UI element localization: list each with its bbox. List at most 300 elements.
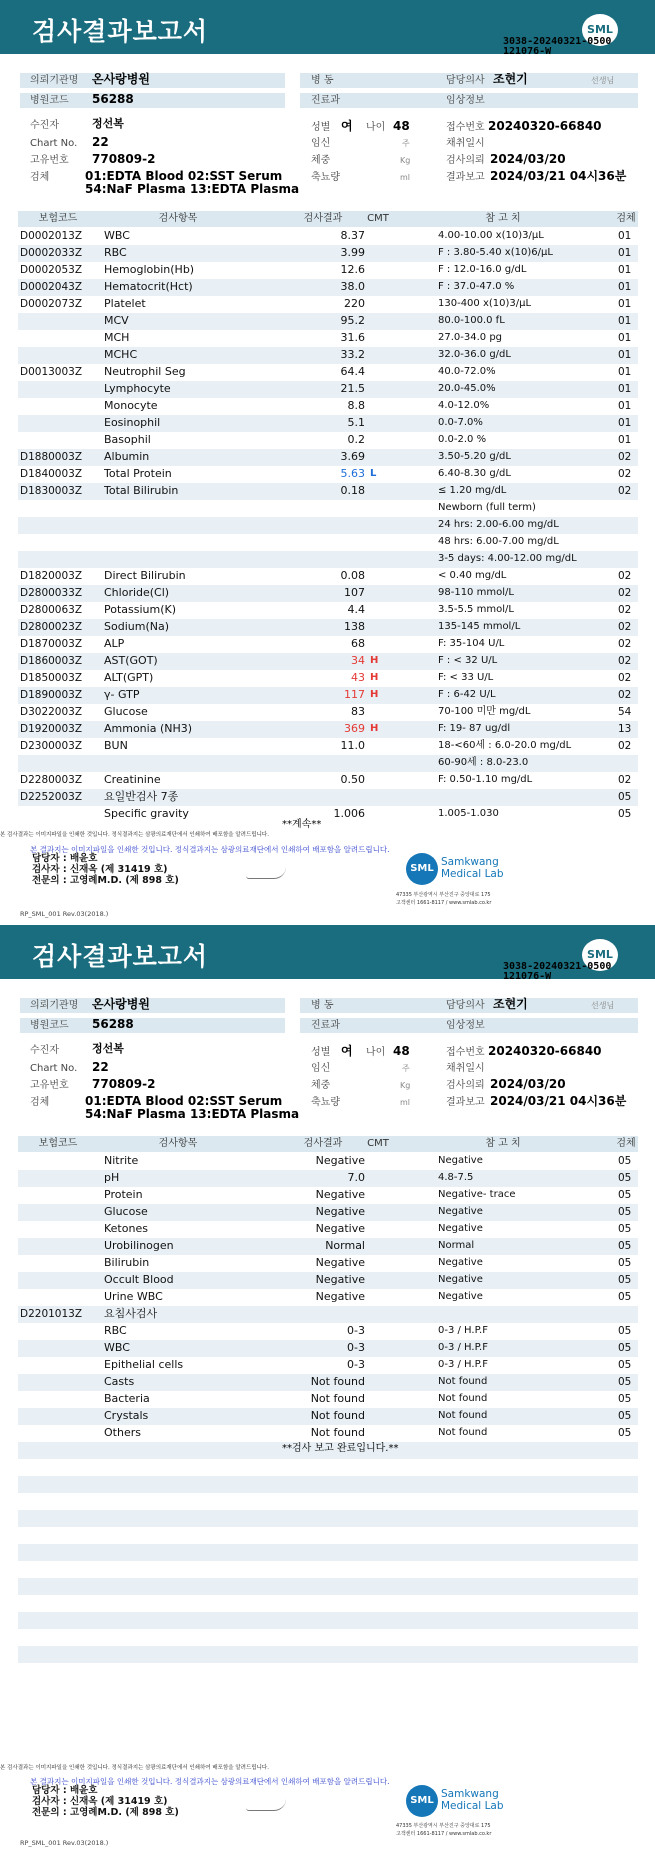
report-title: 검사결과보고서 bbox=[32, 17, 209, 46]
test-result: 0-3 bbox=[347, 1341, 365, 1354]
test-result: 12.6 bbox=[340, 263, 365, 276]
insurance-code: D1870003Z bbox=[20, 638, 83, 650]
specimen-code: 01 bbox=[618, 434, 632, 446]
test-name: Lymphocyte bbox=[104, 382, 171, 395]
reference-range: 0-3 / H.P.F bbox=[438, 1325, 488, 1336]
test-name: Creatinine bbox=[104, 773, 161, 786]
hospital-code-label: 병원코드 bbox=[30, 95, 69, 106]
test-result: Not found bbox=[310, 1392, 365, 1405]
specimen-code: 01 bbox=[618, 417, 632, 429]
test-name: Neutrophil Seg bbox=[104, 365, 186, 378]
table-row bbox=[18, 279, 638, 296]
sex-value: 여 bbox=[341, 119, 353, 133]
test-result: 0.2 bbox=[347, 433, 365, 446]
clinical-label: 임상정보 bbox=[446, 1020, 485, 1031]
table-row bbox=[18, 1238, 638, 1255]
reference-range: Negative bbox=[438, 1291, 483, 1302]
sex-value: 여 bbox=[341, 1044, 353, 1058]
id-label: 고유번호 bbox=[30, 1080, 69, 1091]
table-row bbox=[18, 1527, 638, 1544]
table-row bbox=[18, 1289, 638, 1306]
test-result: 369 bbox=[344, 722, 365, 735]
test-name: 요일반검사 7종 bbox=[104, 790, 179, 803]
form-code: RP_SML_001 Rev.03(2018.) bbox=[20, 910, 109, 918]
reference-range: F : 37.0-47.0 % bbox=[438, 281, 515, 292]
sml-logo-icon: SML bbox=[582, 14, 618, 46]
hospital-code-value: 56288 bbox=[92, 92, 134, 106]
insurance-code: D2201013Z bbox=[20, 1308, 83, 1320]
table-row bbox=[18, 1663, 638, 1680]
table-row bbox=[18, 449, 638, 466]
test-name: RBC bbox=[104, 1324, 127, 1337]
table-row bbox=[18, 1629, 638, 1646]
test-name: MCV bbox=[104, 314, 129, 327]
patient-label: 수진자 bbox=[30, 1045, 59, 1056]
reference-range: 0-3 / H.P.F bbox=[438, 1359, 488, 1370]
reference-range: F: 35-104 U/L bbox=[438, 638, 505, 649]
table-row bbox=[18, 517, 638, 534]
specimen-code: 05 bbox=[618, 808, 632, 820]
lab-phone: 고객센터 1661-8117 / www.smlab.co.kr bbox=[396, 900, 492, 906]
table-row bbox=[18, 500, 638, 517]
image-print-note: 본 결과지는 이미지파일을 인쇄한 것입니다. 정식결과지는 삼광의료재단에서 인쇄하여 배포함을 알려드립니다. bbox=[30, 845, 390, 854]
receipt-value: 20240320-66840 bbox=[488, 119, 602, 133]
specimen-label: 검체 bbox=[30, 172, 50, 183]
image-print-note: 본 결과지는 이미지파일을 인쇄한 것입니다. 정식결과지는 삼광의료재단에서 인쇄하여 배포함을 알려드립니다. bbox=[30, 1777, 390, 1786]
specimen-code: 05 bbox=[618, 1189, 632, 1201]
test-name: Glucose bbox=[104, 1205, 148, 1218]
patient-label: 수진자 bbox=[30, 120, 59, 131]
col-name: 검사항목 bbox=[158, 1138, 198, 1149]
test-result: 31.6 bbox=[340, 331, 365, 344]
hospital-code-value: 56288 bbox=[92, 1017, 134, 1031]
reference-range: 98-110 mmol/L bbox=[438, 587, 514, 598]
reference-range: 6.40-8.30 g/dL bbox=[438, 468, 511, 479]
test-result: 43 bbox=[351, 671, 365, 684]
institution-label: 의뢰기관명 bbox=[30, 1000, 79, 1011]
collect-label: 채취일시 bbox=[446, 138, 485, 149]
reference-range: F: 0.50-1.10 mg/dL bbox=[438, 774, 533, 785]
pregnancy-label: 임신 bbox=[311, 138, 331, 149]
specimen-code: 05 bbox=[618, 1240, 632, 1252]
test-result: Negative bbox=[315, 1154, 365, 1167]
insurance-code: D0013003Z bbox=[20, 366, 83, 378]
test-result: Not found bbox=[310, 1426, 365, 1439]
results-table-header bbox=[18, 1136, 638, 1152]
reference-range: 0.0-7.0% bbox=[438, 417, 483, 428]
results-table-header bbox=[18, 211, 638, 227]
table-row bbox=[18, 1476, 638, 1493]
table-row bbox=[18, 534, 638, 551]
test-name: γ- GTP bbox=[104, 688, 140, 701]
insurance-code: D0002013Z bbox=[20, 230, 83, 242]
doctor-suffix: 선생님 bbox=[591, 1001, 615, 1010]
test-name: pH bbox=[104, 1171, 120, 1184]
table-row bbox=[18, 1340, 638, 1357]
test-result: Negative bbox=[315, 1205, 365, 1218]
reference-range: 80.0-100.0 fL bbox=[438, 315, 505, 326]
reference-range: Negative bbox=[438, 1223, 483, 1234]
reference-range: F: 19- 87 ug/dl bbox=[438, 723, 511, 734]
specimen-code: 05 bbox=[618, 1393, 632, 1405]
test-result: 4.4 bbox=[347, 603, 365, 616]
test-name: WBC bbox=[104, 229, 130, 242]
col-spec: 검체 bbox=[616, 213, 636, 224]
test-name: Hemoglobin(Hb) bbox=[104, 263, 195, 276]
specialist-line: 전문의 : 고영례M.D. (제 898 호) bbox=[32, 875, 179, 886]
specimen-code: 01 bbox=[618, 230, 632, 242]
id-value: 770809-2 bbox=[92, 1077, 156, 1091]
table-row bbox=[18, 602, 638, 619]
test-name: Urine WBC bbox=[104, 1290, 163, 1303]
clinical-label: 임상정보 bbox=[446, 95, 485, 106]
table-row bbox=[18, 1204, 638, 1221]
specimen-code: 02 bbox=[618, 621, 632, 633]
reference-range: 18-<60세 : 6.0-20.0 mg/dL bbox=[438, 740, 572, 751]
doctor-value: 조현기 bbox=[493, 997, 528, 1011]
table-row bbox=[18, 1510, 638, 1527]
signature-icon bbox=[246, 867, 286, 879]
sml-logo-icon: SML bbox=[582, 939, 618, 971]
doctor-suffix: 선생님 bbox=[591, 76, 615, 85]
specimen-code: 05 bbox=[618, 1291, 632, 1303]
table-row bbox=[18, 1646, 638, 1663]
test-result: Not found bbox=[310, 1409, 365, 1422]
test-name: MCH bbox=[104, 331, 130, 344]
weight-label: 체중 bbox=[311, 155, 331, 166]
ward-label: 병 동 bbox=[311, 1000, 334, 1011]
reference-range: 0.0-2.0 % bbox=[438, 434, 487, 445]
table-row bbox=[18, 466, 638, 483]
collect-label: 채취일시 bbox=[446, 1063, 485, 1074]
col-result: 검사결과 bbox=[303, 213, 343, 224]
table-row bbox=[18, 687, 638, 704]
test-name: Sodium(Na) bbox=[104, 620, 169, 633]
insurance-code: D1820003Z bbox=[20, 570, 83, 582]
specimen-code: 02 bbox=[618, 485, 632, 497]
test-name: AST(GOT) bbox=[104, 654, 158, 667]
insurance-code: D1860003Z bbox=[20, 655, 83, 667]
doctor-label: 담당의사 bbox=[446, 75, 485, 86]
sex-label: 성별 bbox=[311, 122, 331, 133]
sex-label: 성별 bbox=[311, 1047, 331, 1058]
table-row bbox=[18, 1221, 638, 1238]
reference-range: F : 12.0-16.0 g/dL bbox=[438, 264, 527, 275]
test-result: 8.8 bbox=[347, 399, 365, 412]
table-row bbox=[18, 1357, 638, 1374]
samkwang-logo-icon: SML bbox=[406, 1785, 438, 1817]
institution-value: 온사랑병원 bbox=[92, 997, 150, 1011]
test-result: Normal bbox=[325, 1239, 365, 1252]
table-row bbox=[18, 330, 638, 347]
specimen-code: 02 bbox=[618, 570, 632, 582]
table-row bbox=[18, 483, 638, 500]
doctor-label: 담당의사 bbox=[446, 1000, 485, 1011]
test-result: 8.37 bbox=[340, 229, 365, 242]
specimen-code: 01 bbox=[618, 281, 632, 293]
age-value: 48 bbox=[393, 119, 410, 133]
specimen-value-2: 54:NaF Plasma 13:EDTA Plasma bbox=[85, 182, 300, 196]
table-row bbox=[18, 1578, 638, 1595]
reference-range: 70-100 미만 mg/dL bbox=[438, 706, 531, 717]
reference-range: 130-400 x(10)3/μL bbox=[438, 298, 532, 309]
test-result: 68 bbox=[351, 637, 365, 650]
test-name: Others bbox=[104, 1426, 141, 1439]
urine-unit: ml bbox=[400, 1098, 411, 1107]
table-row bbox=[18, 806, 638, 823]
tester-line: 검사자 : 신재옥 (제 31419 호) bbox=[32, 1796, 168, 1807]
weight-unit: Kg bbox=[400, 156, 411, 165]
specimen-code: 05 bbox=[618, 1342, 632, 1354]
table-row bbox=[18, 738, 638, 755]
table-row bbox=[18, 245, 638, 262]
specimen-code: 02 bbox=[618, 689, 632, 701]
col-code: 보험코드 bbox=[38, 1138, 78, 1149]
table-row bbox=[18, 262, 638, 279]
specimen-code: 01 bbox=[618, 315, 632, 327]
specimen-code: 01 bbox=[618, 298, 632, 310]
reference-range: < 0.40 mg/dL bbox=[438, 570, 507, 581]
table-row bbox=[18, 296, 638, 313]
test-name: RBC bbox=[104, 246, 127, 259]
test-name: Casts bbox=[104, 1375, 135, 1388]
table-row bbox=[18, 1306, 638, 1323]
insurance-code: D1920003Z bbox=[20, 723, 83, 735]
test-name: Bilirubin bbox=[104, 1256, 150, 1269]
lab-phone: 고객센터 1661-8117 / www.smlab.co.kr bbox=[396, 1831, 492, 1837]
test-name: Specific gravity bbox=[104, 807, 189, 820]
test-result: 0.08 bbox=[340, 569, 365, 582]
urine-unit: ml bbox=[400, 173, 411, 182]
reference-range: F : 6-42 U/L bbox=[438, 689, 496, 700]
pregnancy-unit: 주 bbox=[402, 139, 410, 148]
reference-range: Negative bbox=[438, 1274, 483, 1285]
specimen-code: 05 bbox=[618, 1325, 632, 1337]
reference-range: 4.8-7.5 bbox=[438, 1172, 474, 1183]
specimen-code: 13 bbox=[618, 723, 632, 735]
test-result: 0-3 bbox=[347, 1324, 365, 1337]
table-row bbox=[18, 415, 638, 432]
test-result: 64.4 bbox=[340, 365, 365, 378]
test-result: 3.99 bbox=[340, 246, 365, 259]
manager-line: 담당자 : 배윤호 bbox=[32, 853, 98, 864]
test-name: Ammonia (NH3) bbox=[104, 722, 193, 735]
test-result: 33.2 bbox=[340, 348, 365, 361]
table-row bbox=[18, 1391, 638, 1408]
test-result: Negative bbox=[315, 1188, 365, 1201]
table-row bbox=[18, 585, 638, 602]
pregnancy-unit: 주 bbox=[402, 1064, 410, 1073]
patient-value: 정선복 bbox=[92, 1042, 124, 1055]
test-name: Total Bilirubin bbox=[104, 484, 179, 497]
continued-note: **계속** bbox=[282, 819, 322, 830]
specialist-line: 전문의 : 고영례M.D. (제 898 호) bbox=[32, 1807, 179, 1818]
insurance-code: D2800033Z bbox=[20, 587, 83, 599]
test-result: 83 bbox=[351, 705, 365, 718]
reference-range: 32.0-36.0 g/dL bbox=[438, 349, 511, 360]
reference-range: 4.0-12.0% bbox=[438, 400, 490, 411]
test-result: Negative bbox=[315, 1222, 365, 1235]
reference-range: Not found bbox=[438, 1376, 488, 1387]
table-row bbox=[18, 1187, 638, 1204]
specimen-value-1: 01:EDTA Blood 02:SST Serum bbox=[85, 1094, 283, 1108]
lab-address: 47335 부산광역시 부산진구 중앙대로 175 bbox=[396, 892, 491, 898]
reference-range: Newborn (full term) bbox=[438, 502, 536, 513]
table-row bbox=[18, 1561, 638, 1578]
institution-label: 의뢰기관명 bbox=[30, 75, 79, 86]
test-result: 220 bbox=[344, 297, 365, 310]
insurance-code: D1850003Z bbox=[20, 672, 83, 684]
specimen-code: 02 bbox=[618, 672, 632, 684]
table-row bbox=[18, 1323, 638, 1340]
urine-label: 축뇨량 bbox=[311, 172, 340, 183]
specimen-code: 02 bbox=[618, 774, 632, 786]
test-name: MCHC bbox=[104, 348, 138, 361]
col-code: 보험코드 bbox=[38, 213, 78, 224]
reference-range: Not found bbox=[438, 1410, 488, 1421]
reference-range: Normal bbox=[438, 1240, 475, 1251]
test-result: 117 bbox=[344, 688, 365, 701]
table-row bbox=[18, 1544, 638, 1561]
test-result: Negative bbox=[315, 1273, 365, 1286]
pregnancy-label: 임신 bbox=[311, 1063, 331, 1074]
request-value: 2024/03/20 bbox=[490, 1077, 566, 1091]
test-name: Bacteria bbox=[104, 1392, 150, 1405]
result-flag: H bbox=[370, 723, 379, 734]
patient-header bbox=[0, 985, 655, 1125]
reference-range: 1.005-1.030 bbox=[438, 808, 499, 819]
request-value: 2024/03/20 bbox=[490, 152, 566, 166]
test-name: Platelet bbox=[104, 297, 146, 310]
test-name: Potassium(K) bbox=[104, 603, 177, 616]
test-name: WBC bbox=[104, 1341, 130, 1354]
insurance-code: D3022003Z bbox=[20, 706, 83, 718]
form-code: RP_SML_001 Rev.03(2018.) bbox=[20, 1839, 109, 1847]
insurance-code: D0002043Z bbox=[20, 281, 83, 293]
manager-line: 담당자 : 배윤호 bbox=[32, 1785, 98, 1796]
test-result: 5.1 bbox=[347, 416, 365, 429]
table-row bbox=[18, 398, 638, 415]
test-result: 3.69 bbox=[340, 450, 365, 463]
test-name: Ketones bbox=[104, 1222, 148, 1235]
chart-value: 22 bbox=[92, 135, 109, 149]
ward-label: 병 동 bbox=[311, 75, 334, 86]
report-date-label: 결과보고 bbox=[446, 1097, 485, 1108]
complete-note: **검사 보고 완료입니다.** bbox=[282, 1443, 399, 1454]
receipt-label: 접수번호 bbox=[446, 122, 485, 133]
reference-range: F : < 32 U/L bbox=[438, 655, 498, 666]
test-name: Crystals bbox=[104, 1409, 149, 1422]
reference-range: 4.00-10.00 x(10)3/μL bbox=[438, 230, 544, 241]
test-name: Glucose bbox=[104, 705, 148, 718]
test-name: Basophil bbox=[104, 433, 151, 446]
specimen-code: 01 bbox=[618, 349, 632, 361]
insurance-code: D2800063Z bbox=[20, 604, 83, 616]
reference-range: Negative bbox=[438, 1257, 483, 1268]
test-name: Eosinophil bbox=[104, 416, 161, 429]
specimen-code: 05 bbox=[618, 1206, 632, 1218]
report-date-value: 2024/03/21 04시36분 bbox=[490, 169, 627, 183]
specimen-code: 01 bbox=[618, 400, 632, 412]
reference-range: Negative bbox=[438, 1206, 483, 1217]
test-result: 7.0 bbox=[347, 1171, 365, 1184]
specimen-code: 02 bbox=[618, 740, 632, 752]
test-result: 0.18 bbox=[340, 484, 365, 497]
specimen-code: 02 bbox=[618, 451, 632, 463]
dept-label: 진료과 bbox=[311, 95, 340, 106]
report-page-2 bbox=[0, 925, 655, 1850]
test-result: Negative bbox=[315, 1290, 365, 1303]
table-row bbox=[18, 432, 638, 449]
specimen-label: 검체 bbox=[30, 1097, 50, 1108]
samkwang-name: Samkwang Medical Lab bbox=[441, 1788, 504, 1812]
insurance-code: D0002053Z bbox=[20, 264, 83, 276]
receipt-label: 접수번호 bbox=[446, 1047, 485, 1058]
test-name: Monocyte bbox=[104, 399, 158, 412]
table-row bbox=[18, 721, 638, 738]
test-result: 107 bbox=[344, 586, 365, 599]
test-name: Urobilinogen bbox=[104, 1239, 174, 1252]
weight-unit: Kg bbox=[400, 1081, 411, 1090]
specimen-code: 05 bbox=[618, 791, 632, 803]
institution-value: 온사랑병원 bbox=[92, 72, 150, 86]
patient-header bbox=[0, 60, 655, 200]
fine-print: 본 검사결과는 이미지파일을 인쇄한 것입니다. 정식결과지는 삼광의료재단에서 인쇄하여 배포함을 알려드립니다. bbox=[0, 1765, 269, 1771]
result-flag: L bbox=[370, 468, 377, 479]
test-result: Not found bbox=[310, 1375, 365, 1388]
request-label: 검사의뢰 bbox=[446, 1080, 485, 1091]
reference-range: 24 hrs: 2.00-6.00 mg/dL bbox=[438, 519, 559, 530]
test-result: 138 bbox=[344, 620, 365, 633]
test-result: 5.63 bbox=[340, 467, 365, 480]
specimen-code: 01 bbox=[618, 366, 632, 378]
table-row bbox=[18, 1153, 638, 1170]
reference-range: 3-5 days: 4.00-12.00 mg/dL bbox=[438, 553, 577, 564]
specimen-code: 02 bbox=[618, 468, 632, 480]
table-row bbox=[18, 1595, 638, 1612]
specimen-code: 05 bbox=[618, 1172, 632, 1184]
reference-range: 60-90세 : 8.0-23.0 bbox=[438, 757, 529, 768]
samkwang-name: Samkwang Medical Lab bbox=[441, 856, 504, 880]
insurance-code: D2252003Z bbox=[20, 791, 83, 803]
table-row bbox=[18, 704, 638, 721]
table-row bbox=[18, 653, 638, 670]
test-name: Protein bbox=[104, 1188, 143, 1201]
receipt-value: 20240320-66840 bbox=[488, 1044, 602, 1058]
reference-range: F : 3.80-5.40 x(10)6/μL bbox=[438, 247, 553, 258]
id-label: 고유번호 bbox=[30, 155, 69, 166]
test-name: Nitrite bbox=[104, 1154, 139, 1167]
col-cmt: CMT bbox=[367, 213, 389, 224]
table-row bbox=[18, 1612, 638, 1629]
reference-range: 0-3 / H.P.F bbox=[438, 1342, 488, 1353]
insurance-code: D1840003Z bbox=[20, 468, 83, 480]
hospital-code-label: 병원코드 bbox=[30, 1020, 69, 1031]
age-label: 나이 bbox=[366, 122, 386, 133]
reference-range: ≤ 1.20 mg/dL bbox=[438, 485, 507, 496]
insurance-code: D1830003Z bbox=[20, 485, 83, 497]
test-name: Chloride(Cl) bbox=[104, 586, 170, 599]
reference-range: 3.5-5.5 mmol/L bbox=[438, 604, 514, 615]
table-row bbox=[18, 1493, 638, 1510]
specimen-code: 01 bbox=[618, 332, 632, 344]
test-result: 34 bbox=[351, 654, 365, 667]
specimen-code: 05 bbox=[618, 1257, 632, 1269]
insurance-code: D1890003Z bbox=[20, 689, 83, 701]
specimen-value-2: 54:NaF Plasma 13:EDTA Plasma bbox=[85, 1107, 300, 1121]
test-result: 95.2 bbox=[340, 314, 365, 327]
table-row bbox=[18, 755, 638, 772]
